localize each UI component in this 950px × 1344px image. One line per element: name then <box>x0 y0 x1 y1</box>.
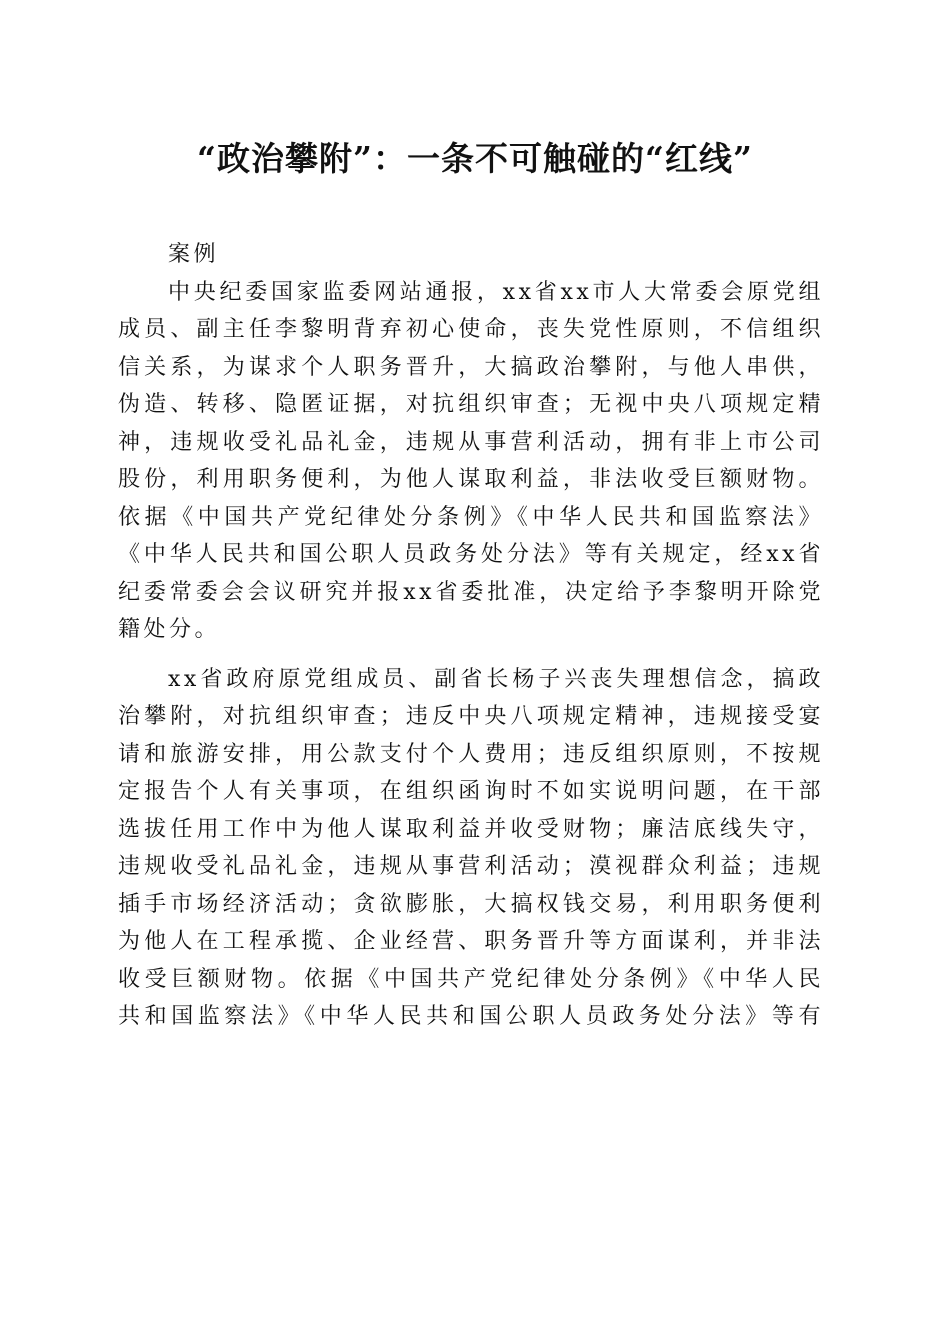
paragraph-line: 神，违规收受礼品礼金，违规从事营利活动，拥有非上市公司 <box>118 429 824 455</box>
paragraph-line: 为他人在工程承揽、企业经营、职务晋升等方面谋利，并非法 <box>118 929 824 954</box>
paragraph-line: 信关系，为谋求个人职务晋升，大搞政治攀附，与他人串供， <box>118 354 824 380</box>
paragraph-2 <box>118 661 824 1036</box>
paragraph-line: 《中华人民共和国公职人员政务处分法》等有关规定，经xx省 <box>118 542 824 567</box>
paragraph-line: 插手市场经济活动；贪欲膨胀，大搞权钱交易，利用职务便利 <box>118 891 824 917</box>
paragraph-line: 违规收受礼品礼金，违规从事营利活动；漠视群众利益；违规 <box>118 854 824 879</box>
paragraph-line: 请和旅游安排，用公款支付个人费用；违反组织原则，不按规 <box>118 741 824 767</box>
paragraph-line: 成员、副主任李黎明背弃初心使命，丧失党性原则，不信组织 <box>118 317 824 342</box>
paragraph-line: 中央纪委国家监委网站通报，xx省xx市人大常委会原党组 <box>168 279 824 305</box>
paragraph-line: xx省政府原党组成员、副省长杨子兴丧失理想信念，搞政 <box>168 666 824 692</box>
document-title: “政治攀附”：一条不可触碰的“红线” <box>197 139 753 178</box>
paragraph-spacer <box>118 649 824 661</box>
paragraph-line: 籍处分。 <box>118 617 221 642</box>
paragraph-line: 伪造、转移、隐匿证据，对抗组织审查；无视中央八项规定精 <box>118 392 824 417</box>
paragraph-line: 定报告个人有关事项，在组织函询时不如实说明问题，在干部 <box>118 779 824 804</box>
section-label: 案例 <box>168 242 220 267</box>
paragraph-line: 共和国监察法》《中华人民共和国公职人员政务处分法》等有 <box>118 1004 824 1029</box>
paragraph-1 <box>118 274 824 649</box>
paragraph-line: 收受巨额财物。依据《中国共产党纪律处分条例》《中华人民 <box>118 966 824 992</box>
paragraph-line: 股份，利用职务便利，为他人谋取利益，非法收受巨额财物。 <box>118 467 824 492</box>
paragraph-line: 治攀附，对抗组织审查；违反中央八项规定精神，违规接受宴 <box>118 704 824 729</box>
paragraph-line: 纪委常委会会议研究并报xx省委批准，决定给予李黎明开除党 <box>118 579 824 605</box>
paragraph-line: 选拔任用工作中为他人谋取利益并收受财物；廉洁底线失守， <box>118 816 824 842</box>
document-body <box>118 236 824 1036</box>
paragraph-line: 依据《中国共产党纪律处分条例》《中华人民共和国监察法》 <box>118 504 824 530</box>
